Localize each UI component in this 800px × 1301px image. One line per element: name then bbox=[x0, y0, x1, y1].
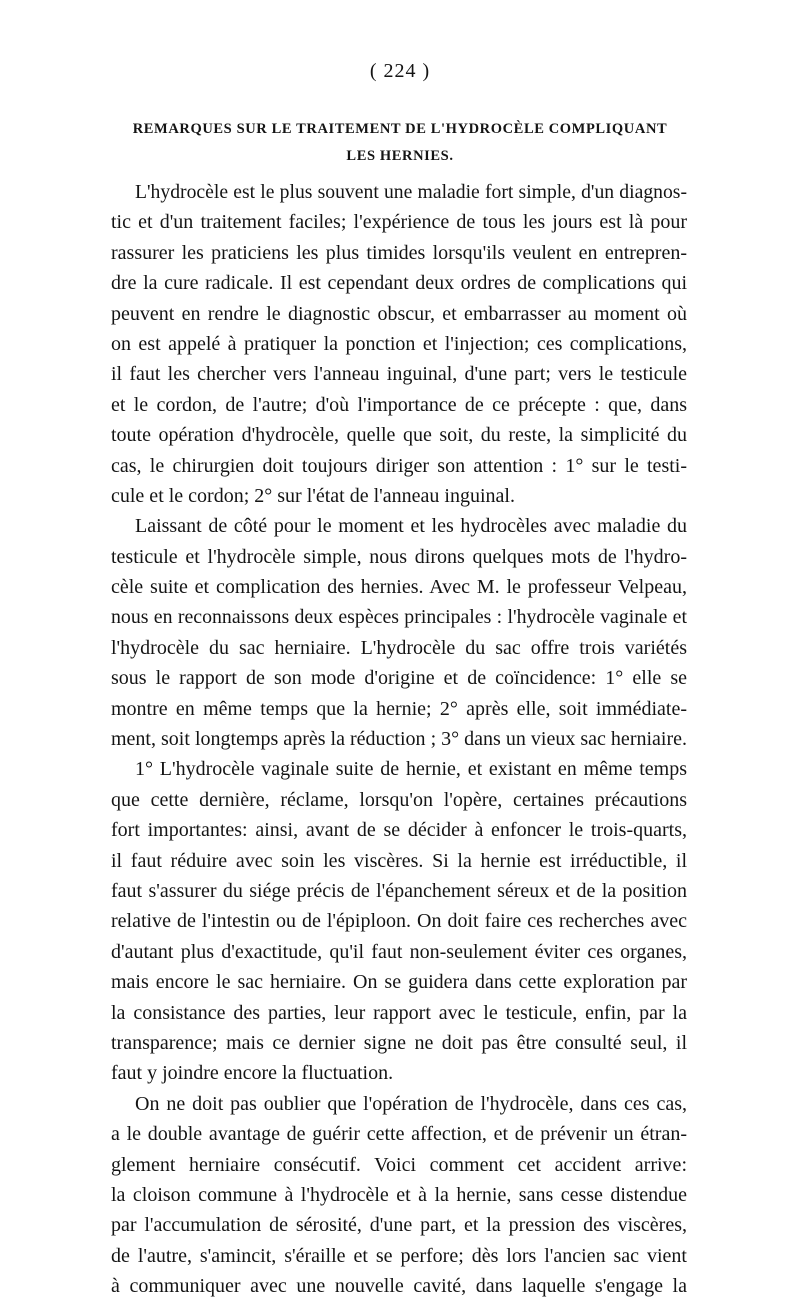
text-line: glement herniaire consécutif. Voici comment cet accident arrive: bbox=[111, 1153, 687, 1176]
text-line: ment, soit longtemps après la réduction ; 3° dans un vieux sac herniaire. bbox=[111, 728, 687, 751]
text-line: nous en reconnaissons deux espèces principales : l'hydrocèle vaginale et bbox=[111, 606, 687, 629]
page-number: ( 224 ) bbox=[369, 60, 431, 82]
text-line: testicule et l'hydrocèle simple, nous dirons quelques mots de l'hydro- bbox=[111, 545, 687, 568]
text-line: de l'autre, s'amincit, s'éraille et se perfore; dès lors l'ancien sac vient bbox=[111, 1244, 687, 1267]
text-line: la cloison commune à l'hydrocèle et à la hernie, sans cesse distendue bbox=[111, 1183, 687, 1206]
text-line: il faut les chercher vers l'anneau inguinal, d'une part; vers le testicule bbox=[111, 363, 687, 386]
text-line: et le cordon, de l'autre; d'où l'importance de ce précepte : que, dans bbox=[111, 393, 687, 416]
text-line: faut s'assurer du siége précis de l'épanchement séreux et de la position bbox=[111, 879, 687, 902]
text-line: cule et le cordon; 2° sur l'état de l'anneau inguinal. bbox=[111, 484, 515, 507]
text-line: toute opération d'hydrocèle, quelle que soit, du reste, la simplicité du bbox=[111, 424, 687, 447]
text-line: à communiquer avec une nouvelle cavité, dans laquelle s'engage la bbox=[111, 1275, 687, 1298]
text-line: a le double avantage de guérir cette affection, et de prévenir un étran- bbox=[111, 1123, 687, 1146]
text-line: il faut réduire avec soin les viscères. Si la hernie est irréductible, il bbox=[111, 849, 687, 872]
text-line: que cette dernière, réclame, lorsqu'on l'opère, certaines précautions bbox=[111, 788, 687, 811]
text-line: transparence; mais ce dernier signe ne doit pas être consulté seul, il bbox=[111, 1031, 687, 1054]
heading-line: REMARQUES SUR LE TRAITEMENT DE L'HYDROCÈLE COMPLIQUANT bbox=[132, 121, 668, 137]
text-line: L'hydrocèle est le plus souvent une maladie fort simple, d'un diagnos- bbox=[135, 181, 687, 203]
text-line: montre en même temps que la hernie; 2° après elle, soit immédiate- bbox=[111, 697, 687, 720]
text-line: l'hydrocèle du sac herniaire. L'hydrocèle du sac offre trois variétés bbox=[111, 636, 687, 659]
text-line: Laissant de côté pour le moment et les hydrocèles avec maladie du bbox=[135, 515, 687, 538]
text-line: 1° L'hydrocèle vaginale suite de hernie, et existant en même temps bbox=[135, 758, 687, 781]
text-line: on est appelé à pratiquer la ponction et l'injection; ces complications, bbox=[111, 332, 687, 355]
text-line: la consistance des parties, leur rapport avec le testicule, enfin, par la bbox=[111, 1001, 687, 1024]
text-line: fort importantes: ainsi, avant de se décider à enfoncer le trois-quarts, bbox=[111, 819, 687, 842]
text-line: sous le rapport de son mode d'origine et de coïncidence: 1° elle se bbox=[111, 667, 687, 690]
text-line: dre la cure radicale. Il est cependant deux ordres de complications qui bbox=[111, 272, 687, 295]
text-line: tic et d'un traitement faciles; l'expérience de tous les jours est là pour bbox=[111, 211, 687, 234]
text-line: mais encore le sac herniaire. On se guidera dans cette exploration par bbox=[111, 971, 687, 994]
text-line: faut y joindre encore la fluctuation. bbox=[111, 1062, 394, 1085]
paragraph bbox=[111, 511, 687, 754]
section-heading bbox=[110, 116, 690, 170]
text-line: cas, le chirurgien doit toujours diriger son attention : 1° sur le testi- bbox=[111, 454, 687, 477]
text-line: rassurer les praticiens les plus timides lorsqu'ils veulent en entrepren- bbox=[111, 241, 687, 264]
text-line: par l'accumulation de sérosité, d'une part, et la pression des viscères, bbox=[111, 1214, 687, 1237]
text-line: d'autant plus d'exactitude, qu'il faut non-seulement éviter ces organes, bbox=[111, 940, 687, 963]
text-line: cèle suite et complication des hernies. Avec M. le professeur Velpeau, bbox=[111, 576, 687, 599]
paragraph bbox=[111, 1089, 687, 1301]
heading-line: LES HERNIES. bbox=[346, 148, 454, 164]
text-line: peuvent en rendre le diagnostic obscur, et embarrasser au moment où bbox=[111, 302, 687, 325]
text-line: relative de l'intestin ou de l'épiploon. On doit faire ces recherches avec bbox=[111, 910, 687, 933]
body-text bbox=[111, 177, 687, 1301]
paragraph bbox=[111, 754, 687, 1088]
paragraph bbox=[111, 177, 687, 511]
text-line: On ne doit pas oublier que l'opération de l'hydrocèle, dans ces cas, bbox=[135, 1092, 687, 1115]
